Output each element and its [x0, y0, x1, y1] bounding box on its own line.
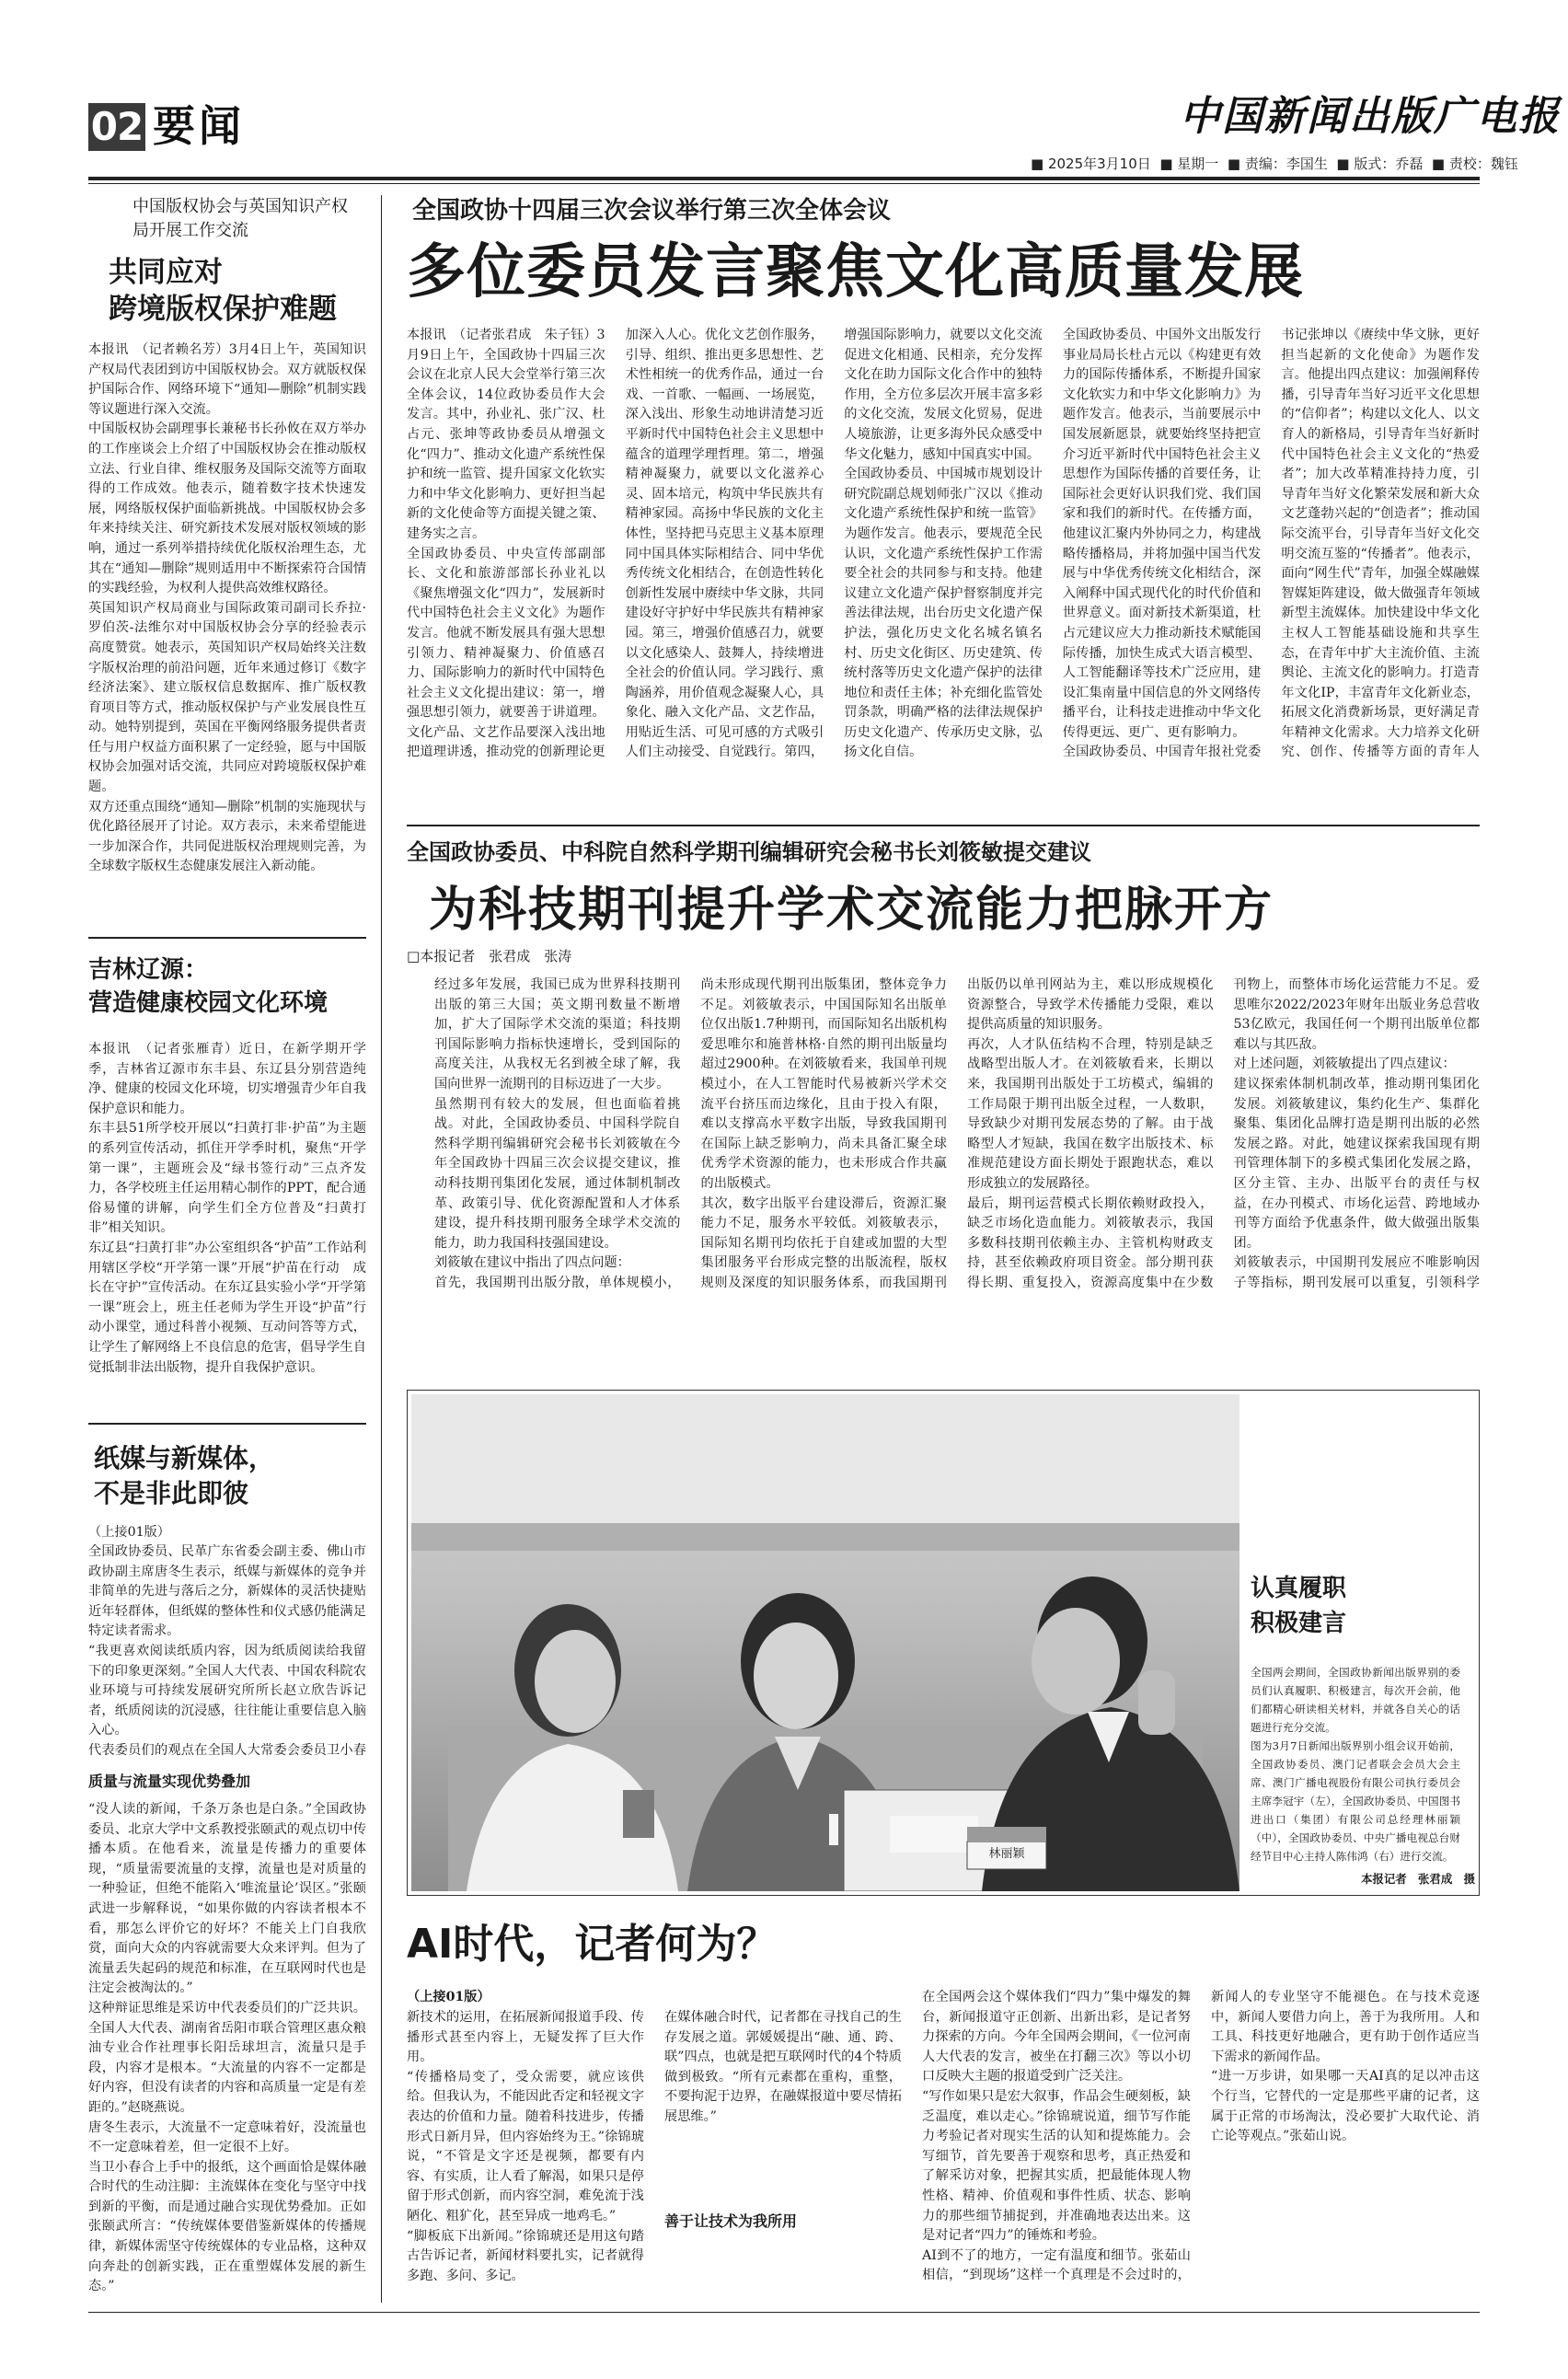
issue-info — [1031, 155, 1518, 173]
dot-icon: ■ — [1227, 156, 1241, 172]
issue-editor: 责编：李国生 — [1244, 156, 1328, 172]
issue-weekday: 星期一 — [1177, 156, 1219, 172]
left-article-3-body-2: “没人读的新闻，千条万条也是白条。”全国政协委员、北京大学中文系教授张颐武的观点切中传播本质。在他看来，流量是传播力的重要体现，“质量需要流量的支撑，流量也是对质量的一种验证，但绝不能陷入‘唯流量论’误区。”张颐武进一步解释说，“如果你做的内容读者根本不看，那怎么评价它的好坏？不能关上门自我欣赏，面向大众的内容就需要大众来评判。但为了流量丢失起码的规范和标准，在互联网时代也是注定会被淘汰的。” 这种辩证思维是采访中代表委员们的广泛共识。全国人大代表、湖南省岳阳市联合管理区惠众粮油专业合作社理事长阳岳球坦言，流量只是手段，内容才是根本。“大流量的内容不一定都是好内容，但没有读者的内容和高质量一定是有差距的。”赵晓燕说。 唐冬生表示，大流量不一定意味着好，没流量也不一定意味着差，但一定很不上好。 当卫小春合上手中的报纸，这个画面恰是媒体融合时代的生动注脚：主流媒体在变化与坚守中找到新的平衡，而是通过融合实现优势叠加。正如张颐武所言：“传统媒体要借鉴新媒体的传播规律，新媒体需坚守传统媒体的专业品格，这种双向奔赴的创新实践，正在重塑媒体发展的新生态。” — [88, 1802, 366, 2294]
masthead-rule-thin — [88, 183, 1480, 184]
left-article-1 — [88, 195, 366, 913]
story-3-col-1 — [407, 1988, 738, 2008]
left-article-3 — [88, 1441, 366, 2317]
story-1-kicker: 全国政协十四届三次会议举行第三次全体会议 — [412, 197, 892, 225]
story-separator — [407, 825, 1480, 826]
left-article-2 — [88, 953, 366, 1460]
story-2-title: 为科技期刊提升学术交流能力把脉开方 — [429, 883, 1274, 938]
story-2-body: 经过多年发展，我国已成为世界科技期刊出版的第三大国；英文期刊数量不断增加，扩大了国际学术交流的渠道；科技期刊国际影响力指标快速增长，受到国际的高度关注，从我权无名到被全球了解，我国向世界一流期刊的目标迈进了一大步。 虽然期刊有较大的发展，但也面临着挑战。对此，全国政协委员、中国科学院自然科学期刊编辑研究会秘书长刘筱敏在今年全国政协十四届三次会议提交建议，推动科技期刊集团化发展，通过体制机制改革、政策引导、优化资源配置和人才体系建设，提升科技期刊服务全球学术交流的能力，助力我国科技强国建设。 刘筱敏在建议中指出了四点问题： 首先，我国期刊出版分散，单体规模小，尚未形成现代期刊出版集团，整体竞争力不足。刘筱敏表示，中国国际知名出版单位仅出版1.7种期刊，而国际知名出版机构爱思唯尔和施普林格·自然的期刊出版量均超过2900种。在刘筱敏看来，我国单刊规模过小，在人工智能时代易被新兴学术交流平台挤压而边缘化，且由于投入有限，难以支撑高水平数字出版，导致我国期刊在国际上缺乏影响力，尚未具备汇聚全球优秀学术资源的能力，也未形成合作共赢的出版模式。 其次，数字出版平台建设滞后，资源汇聚能力不足，服务水平较低。刘筱敏表示，国际知名期刊均依托于自建或加盟的大型集团服务平台形成完整的出版流程，版权规则及深度的知识服务体系，而我国期刊出版仍以单刊网站为主，难以形成规模化资源整合，导致学术传播能力受限，难以提供高质量的知识服务。 再次，人才队伍结构不合理，特别是缺乏战略型出版人才。在刘筱敏看来，长期以来，我国期刊出版处于工坊模式，编辑的工作局限于期刊出版全过程，一人数职，导致缺少对期刊发展态势的了解。由于战略型人才短缺，我国在数字出版技术、标准规范建设方面长期处于跟跑状态，难以形成独立的发展路径。 最后，期刊运营模式长期依赖财政投入，缺乏市场化造血能力。刘筱敏表示，我国多数科技期刊依赖主办、主管机构财政支持，甚至依赖政府项目资金。部分期刊获得长期、重复投入，资源高度集中在少数刊物上，而整体市场化运营能力不足。爱思唯尔2022/2023年财年出版业务总营收53亿欧元，我国任何一个期刊出版单位都难以与其匹敌。 对上述问题，刘筱敏提出了四点建议： 建议探索体制机制改革，推动期刊集团化发展。刘筱敏建议，集约化生产、集群化聚集、集团化品牌打造是期刊出版的必然发展之路。对此，她建议探索我国现有期刊管理体制下的多模式集团化发展之路，区分主管、主办、出版平台的责任与权益，在办刊模式、市场化运营、跨地域办刊等方面给予优惠条件，做大做强出版集团。 刘筱敏表示，中国期刊发展应不唯影响因子等指标，期刊发展可以重复，引领科学 — [434, 977, 1480, 1290]
left-column-divider — [381, 195, 382, 2303]
story-2 — [407, 837, 1480, 1311]
left-article-3-subhead: 质量与流量实现优势叠加 — [88, 1773, 251, 1790]
story-2-byline — [407, 946, 1480, 966]
left-separator-2 — [88, 1423, 366, 1425]
photo-title: 认真履职 积极建言 — [1251, 1575, 1347, 1637]
left-article-3-title: 纸媒与新媒体， 不是非此即彼 — [94, 1443, 275, 1508]
photo-caption: 全国两会期间，全国政协新闻出版界别的委员们认真履职、积极建言，每次开会前，他们都精心研读相关材料，并就各自关心的话题进行充分交流。 图为3月7日新闻出版界别小组会议开始前，全国政协委员、澳门记者联会会员大会主席、澳门广播电视股份有限公司执行委员会主席李冠宇（左），全国政协委员、中国图书进出口（集团）有限公司总经理林丽颖（中），全国政协委员、中央广播电视总台财经节目中心主持人陈伟鸿（右）进行交流。 — [1251, 1666, 1460, 1863]
dot-icon: ■ — [1159, 156, 1173, 172]
left-article-2-title: 吉林辽源： 营造健康校园文化环境 — [88, 956, 329, 1017]
left-article-1-body: 本报讯 （记者赖名芳）3月4日上午，英国知识产权局代表团到访中国版权协会。双方就版权保护国际合作、网络环境下“通知—删除”机制实践等议题进行深入交流。 中国版权协会副理事长兼秘书长孙攸在双方举办的工作座谈会上介绍了中国版权协会在推动版权立法、行业自律、维权服务及国际交流等方面取得的工作成效。他表示，随着数字技术快速发展，网络版权保护面临新挑战。中国版权协会多年来持续关注、研究新技术发展对版权领域的影响，通过一系列举措持续优化版权治理生态，尤其在“通知—删除”规则适用中不断探索符合国情的实践经验，为权利人提供高效维权路径。 英国知识产权局商业与国际政策司副司长乔拉·罗伯茨-法维尔对中国版权协会分享的经验表示高度赞赏。她表示，英国知识产权局始终关注数字版权治理的前沿问题，近年来通过修订《数字经济法案》、建立版权信息数据库、推广版权教育项目等方式，推动版权保护与产业发展良性互动。她特别提到，英国在平衡网络服务提供者责任与用户权益方面积累了一定经验，愿与中国版权协会加强对话交流，共同应对跨境版权保护难题。 双方还重点围绕“通知—删除”机制的实施现状与优化路径展开了讨论。双方表示，未来希望能进一步加深合作，共同促进版权治理规则完善，为全球数字版权生态健康发展注入新动能。 — [88, 342, 366, 874]
issue-date: 2025年3月10日 — [1047, 156, 1151, 172]
story-1-title: 多位委员发言聚焦文化高质量发展 — [407, 238, 1304, 306]
story-1-body: 本报讯 （记者张君成 朱子钰）3月9日上午，全国政协十四届三次会议在北京人民大会堂举行第三次全体会议，14位政协委员作大会发言。其中，孙业礼、张广汉、杜占元、张坤等政协委员从增强文化“四力”、推动文化遗产系统性保护和统一监管、提升国家文化软实力和中华文化影响力、更好担当起新的文化使命等方面提关键之策、建务实之言。 全国政协委员、中央宣传部副部长、文化和旅游部部长孙业礼以《聚焦增强文化“四力”，发展新时代中国特色社会主义文化》为题作发言。他就不断发展具有强大思想引领力、精神凝聚力、价值感召力、国际影响力的新时代中国特色社会主义文化提出建议：第一，增强思想引领力，就要善于讲道理。文化产品、文艺作品要深入浅出地把道理讲透，推动党的创新理论更加深入人心。优化文艺创作服务，引导、组织、推出更多思想性、艺术性相统一的优秀作品，通过一台戏、一首歌、一幅画、一场展览，深入浅出、形象生动地讲清楚习近平新时代中国特色社会主义思想中蕴含的道理学理哲理。第二，增强精神凝聚力，就要以文化滋养心灵、固本培元，构筑中华民族共有精神家园。高扬中华民族的文化主体性，坚持把马克思主义基本原理同中国具体实际相结合、同中华优秀传统文化相结合，在创造性转化创新性发展中赓续中华文脉，共同建设好守护好中华民族共有精神家园。第三，增强价值感召力，就要以文化感染人、鼓舞人，持续增进全社会的价值认同。学习践行、熏陶涵养，用价值观念凝聚人心，具象化、融入文化产品、文艺作品，用贴近生活、可见可感的方式吸引人们主动接受、自觉践行。第四，增强国际影响力，就要以文化交流促进文化相通、民相亲，充分发挥文化在助力国际文化合作中的独特作用，全方位多层次开展丰富多彩的文化交流，发展文化贸易，促进人境旅游，让更多海外民众感受中华文化魅力，感知中国真实中国。 全国政协委员、中国城市规划设计研究院副总规划师张广汉以《推动文化遗产系统性保护和统一监管》为题作发言。他表示，要规范全民认识，文化遗产系统性保护工作需要全社会的共同参与和支持。他建议建立文化遗产保护督察制度并完善法律法规，出台历史文化遗产保护法，强化历史文化名城名镇名村、历史文化街区、历史建筑、传统村落等历史文化遗产保护的法律地位和责任主体；补充细化监管处罚条款，明确严格的法律法规保护历史文化遗产、传承历史文脉，弘扬文化自信。 全国政协委员、中国外文出版发行事业局局长杜占元以《构建更有效力的国际传播体系，不断提升国家文化软实力和中华文化影响力》为题作发言。他表示，当前要展示中国发展新愿景，就要始终坚持把宣介习近平新时代中国特色社会主义思想作为国际传播的首要任务，让国际社会更好认识我们党、我们国家和我们的新时代。在传播方面，他建议汇聚内外协同之力，构建战略传播格局，并将加强中国当代发展与中华优秀传统文化相结合，深入阐释中国式现代化的时代价值和世界意义。面对新技术新渠道，杜占元建议应大力推动新技术赋能国际传播，加快生成式大语言模型、人工智能翻译等技术广泛应用，建设汇集南量中国信息的外文网络传播平台，让科技走进推动中华文化传得更远、更广、更有影响力。 全国政协委员、中国青年报社党委书记张坤以《赓续中华文脉，更好担当起新的文化使命》为题作发言。他提出四点建议：加强阐释传播，引导青年当好习近平文化思想的“信仰者”；构建以文化人、以文育人的新格局，引导青年当好新时代中国特色社会主义文化的“热爱者”；加大改革精准持持力度，引导青年当好文化繁荣发展和新大众文艺蓬勃兴起的“创造者”；推动国际交流平台，引导青年当好文化交明交流互鉴的“传播者”。他表示，面向“网生代”青年，加强全媒融媒智媒矩阵建设，做大做强青年领域新型主流媒体。加快建设中华文化主权人工智能基础设施和共享生态，在青年中扩大主流价值、主流舆论、主流文化的影响力。打造青年文化IP，丰富青年文化新业态，拓展文化消费新场景，更好满足青年精神文化需求。大力培养文化研究、创作、传播等方面的青年人 — [407, 328, 1480, 760]
photo-credit: 本报记者 张君成 摄 — [1361, 1872, 1475, 1886]
paper-logo: 中国新闻出版广电报 — [1180, 93, 1561, 140]
page-bottom-rule — [88, 2312, 1480, 2313]
left-article-2-body: 本报讯 （记者张雁青）近日，在新学期开学季，吉林省辽源市东丰县、东辽县分别营造纯净、健康的校园文化环境，切实增强青少年自我保护意识和能力。 东丰县51所学校开展以“扫黄打非·护苗”为主题的系列宣传活动，抓住开学季时机，聚焦“开学第一课”，主题班会及“绿书签行动”三点齐发力，各学校班主任运用精心制作的PPT，配合通俗易懂的讲解，向学生们全方位普及“扫黄打非”相关知识。 东辽县“扫黄打非”办公室组织各“护苗”工作站利用辖区学校“开学第一课”开展“护苗在行动 成长在守护”宣传活动。在东辽县实验小学“开学第一课”班会上，班主任老师为学生开设“护苗”行动小课堂，通过科普小视频、互动问答等方式，让学生了解网络上不良信息的危害，倡导学生自觉抵制非法出版物，提升自我保护意识。 — [88, 1042, 366, 1375]
page-number: 02 — [88, 103, 145, 151]
story-3-body-2: 在全国两会这个媒体我们“四力”集中爆发的舞台，新闻报道守正创新、出新出彩，是记者努力探索的方向。今年全国两会期间，《一位河南人大代表的发言，被坐在打翻三次》等以小切口反映大主题的报道受到广泛关注。 “写作如果只是宏大叙事，作品会生硬刻板，缺乏温度，难以走心。”徐锦琥说道，细节写作能力考验记者对现实生活的认知和提炼能力。会写细节，首先要善于观察和思考，真正热爱和了解采访对象，把握其实质，把最能体现人物性格、精神、价值观和事件性质、状态、影响力的那些细节捕捉到，并准确地表达出来。这是对记者“四力”的锤炼和考验。 AI到不了的地方，一定有温度和细节。张茹山相信，“到现场”这样一个真理是不会过时的，新闻人的专业坚守不能褪色。在与技术竞逐中，新闻人要借力向上，善于为我所用。人和工具、科技更好地融合，更有助于创作适应当下需求的新闻作品。 “进一万步讲，如果哪一天AI真的足以冲击这个行当，它替代的一定是那些平庸的记者，这属于正常的市场淘汰，没必要扩大取代论、消亡论等观点。”张茹山说。 — [922, 1990, 1480, 2283]
left-article-1-kicker: 中国版权协会与英国知识产权局开展工作交流 — [133, 197, 348, 240]
story-3 — [407, 1916, 1480, 2283]
photo-illustration — [411, 1394, 1239, 1891]
left-separator-1 — [88, 937, 366, 939]
story-3-subhead: 善于让技术为我所用 — [664, 2212, 798, 2230]
issue-proof: 责校：魏钰 — [1448, 156, 1518, 172]
section-name: 要闻 — [153, 101, 245, 151]
dot-icon: ■ — [1336, 156, 1350, 172]
story-3-jump: （上接01版） — [407, 1990, 490, 2004]
story-3-body: 新技术的运用，在拓展新闻报道手段、传播形式甚至内容上，无疑发挥了巨大作用。 “传播格局变了，受众需要，就应该供给。但我认为，不能因此否定和轻视文字表达的价值和力量。随着科技进步，传播形式日新月异，但内容始终为王。”徐锦琥说，“不管是文字还是视频，都要有内容、有实质，让人看了解渴，如果只是停留于形式创新，而内容空洞，难免流于浅陋化、粗犷化，甚至异成一地鸡毛。” “脚板底下出新闻。”徐锦琥还是用这句踏古告诉记者，新闻材料要扎实，记者就得多跑、多问、多记。 在媒体融合时代，记者都在寻找自己的生存发展之道。郭媛媛提出“融、通、跨、联”四点，也就是把互联网时代的4个特质做到极致。“所有元素都在重构，重整，不要拘泥于边界，在融媒报道中要尽情拓展思维。” — [407, 2010, 902, 2283]
story-2-kicker: 全国政协委员、中科院自然科学期刊编辑研究会秘书长刘筱敏提交建议 — [407, 839, 1091, 865]
story-2-byline-text: 本报记者 张君成 张涛 — [420, 948, 572, 964]
dot-icon: ■ — [1431, 156, 1446, 172]
issue-designer: 版式：乔磊 — [1354, 156, 1424, 172]
story-1 — [407, 195, 1480, 779]
dot-icon: ■ — [1031, 156, 1044, 172]
left-article-1-title: 共同应对 跨境版权保护难题 — [109, 256, 337, 326]
left-article-3-body: 全国政协委员、民革广东省委会副主委、佛山市政协副主席唐冬生表示，纸媒与新媒体的竞争并非简单的先进与落后之分，新媒体的灵活快捷贴近年轻群体，但纸媒的整体性和仪式感仍能满足特定读者需求。 “我更喜欢阅读纸质内容，因为纸质阅读给我留下的印象更深刻。”全国人大代表、中国农科院农业环境与可持续发展研究所所长赵立欣告诉记者，纸质阅读的沉浸感，往往能让重要信息入脑入心。 代表委员们的观点在全国人大常委会委员卫小春 — [88, 1544, 366, 1758]
square-icon: □ — [407, 948, 421, 964]
name-card: 林丽颖 — [988, 1847, 1025, 1861]
photo-frame — [407, 1390, 1480, 1896]
masthead-rule — [88, 177, 1480, 180]
left-article-3-jump: （上接01版） — [88, 1525, 170, 1540]
delegates-photo — [411, 1394, 1239, 1891]
story-3-title: AI时代，记者何为？ — [407, 1921, 778, 1968]
